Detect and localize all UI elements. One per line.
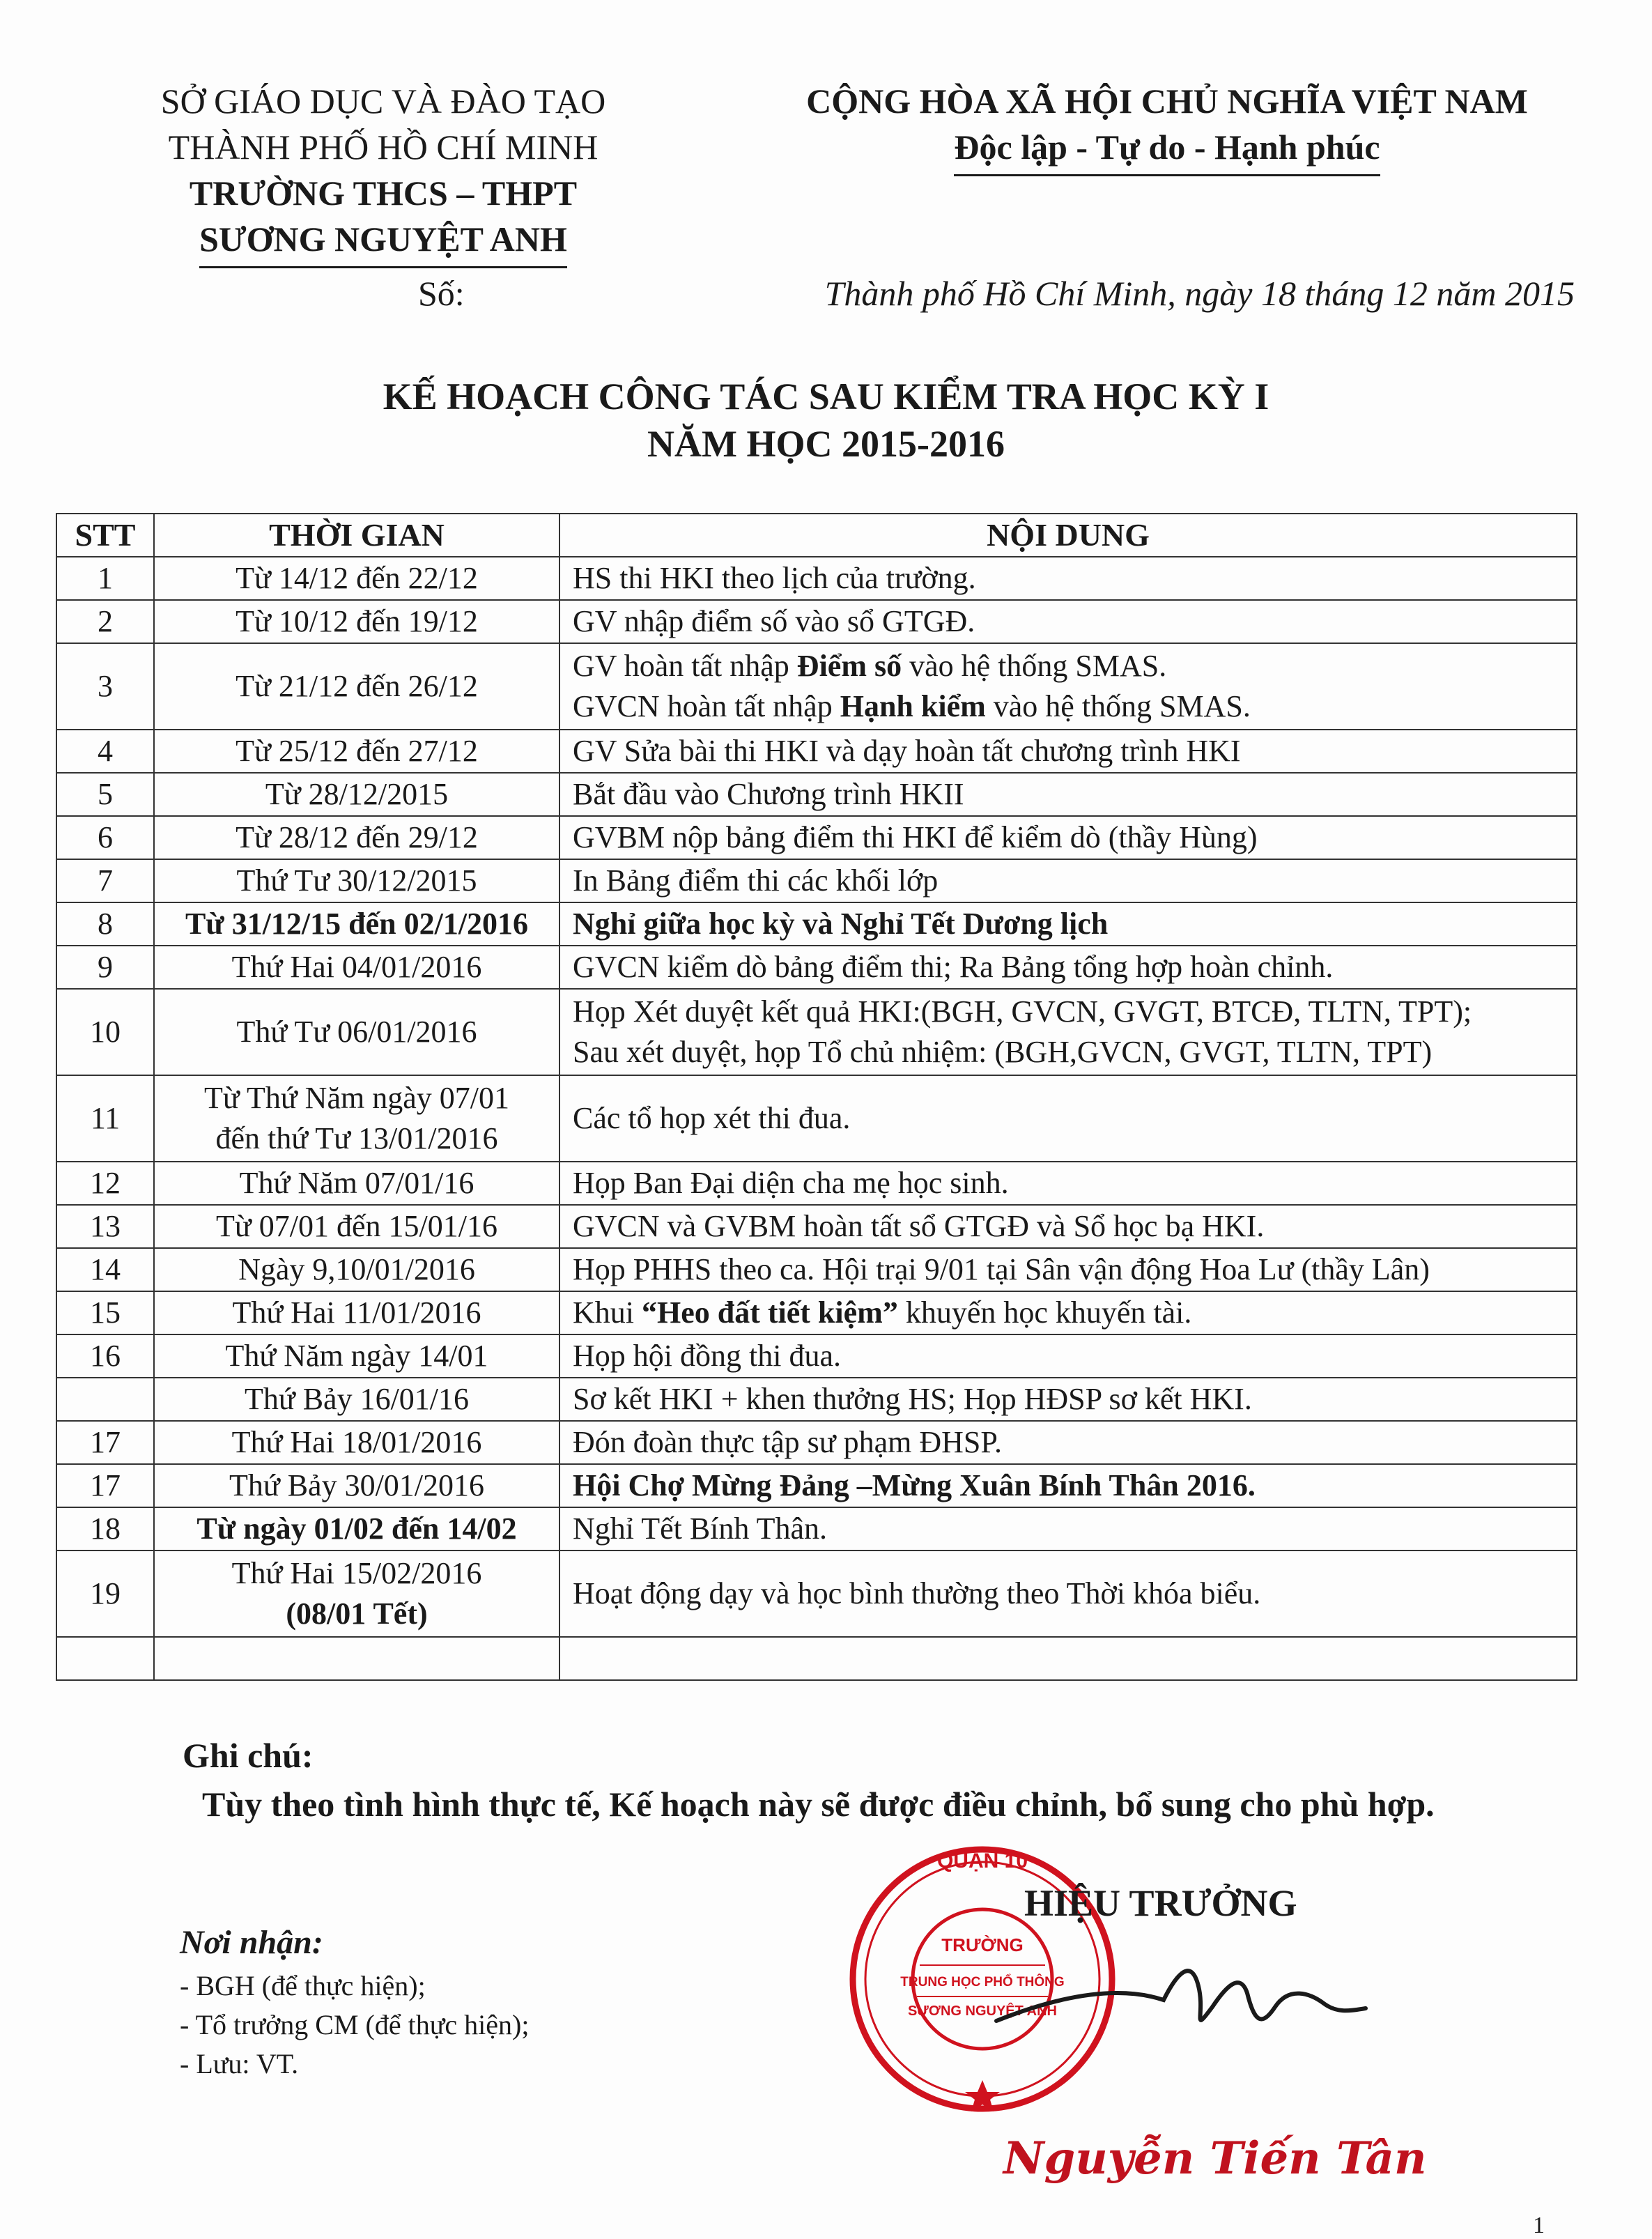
- row-stt: 19: [56, 1551, 154, 1637]
- table-row: [56, 600, 1577, 643]
- row-content: [559, 1248, 1577, 1291]
- content-segment: Hội Chợ Mừng Đảng –Mừng Xuân Bính Thân 2016.: [573, 1468, 1256, 1502]
- row-time-line: Từ Thứ Năm ngày 07/01: [204, 1081, 509, 1115]
- row-content: [559, 730, 1577, 773]
- content-segment: Nghỉ Tết Bính Thân.: [573, 1511, 828, 1546]
- content-segment: Họp Ban Đại diện cha mẹ học sinh.: [573, 1166, 1009, 1200]
- row-content-line: [573, 992, 1564, 1032]
- content-segment: HS thi HKI theo lịch của trường.: [573, 561, 976, 595]
- issuer-department: SỞ GIÁO DỤC VÀ ĐÀO TẠO: [160, 82, 606, 121]
- row-content: [559, 1464, 1577, 1507]
- row-content: [559, 773, 1577, 816]
- row-content-line: [573, 1379, 1564, 1419]
- row-content: [559, 989, 1577, 1075]
- content-segment: GVBM nộp bảng điểm thi HKI để kiểm dò (thầy Hùng): [573, 820, 1258, 854]
- content-segment: Khui: [573, 1295, 642, 1330]
- row-stt: 13: [56, 1205, 154, 1248]
- content-segment: GVCN và GVBM hoàn tất sổ GTGĐ và Sổ học bạ HKI.: [573, 1209, 1265, 1243]
- row-time: [154, 859, 559, 902]
- table-row: [56, 643, 1577, 730]
- header-stt: STT: [56, 514, 154, 557]
- row-time-line: Thứ Bảy 16/01/16: [244, 1382, 470, 1416]
- content-segment: Sau xét duyệt, họp Tổ chủ nhiệm: (BGH,GVCN, GVGT, TLTN, TPT): [573, 1035, 1433, 1069]
- row-stt: 15: [56, 1291, 154, 1334]
- row-time-line: Thứ Tư 06/01/2016: [236, 1015, 477, 1049]
- row-time-line: Từ 25/12 đến 27/12: [236, 734, 478, 768]
- table-row: [56, 1464, 1577, 1507]
- table-row: [56, 1075, 1577, 1162]
- note-text: Tùy theo tình hình thực tế, Kế hoạch này sẽ được điều chỉnh, bổ sung cho phù hợp.: [202, 1785, 1435, 1824]
- svg-text:QUẬN 10: QUẬN 10: [936, 1849, 1028, 1872]
- row-time: [154, 773, 559, 816]
- row-stt: 8: [56, 902, 154, 946]
- row-content-line: [573, 817, 1564, 858]
- date-line: Thành phố Hồ Chí Minh, ngày 18 tháng 12 năm 2015: [824, 274, 1575, 313]
- document-subtitle: NĂM HỌC 2015-2016: [647, 423, 1005, 465]
- principal-title: HIỆU TRƯỞNG: [1024, 1882, 1297, 1924]
- row-time: [154, 1248, 559, 1291]
- content-segment: Sơ kết HKI + khen thưởng HS; Họp HĐSP sơ kết HKI.: [573, 1382, 1252, 1416]
- content-segment: GV nhập điểm số vào sổ GTGĐ.: [573, 604, 975, 638]
- row-time-line: Thứ Bảy 30/01/2016: [229, 1468, 485, 1502]
- table-row: [56, 1507, 1577, 1551]
- row-content: [559, 859, 1577, 902]
- row-stt: 5: [56, 773, 154, 816]
- row-content-line: [573, 774, 1564, 815]
- table-row: [56, 557, 1577, 600]
- row-time: [154, 1421, 559, 1464]
- row-stt: 14: [56, 1248, 154, 1291]
- row-time-line: đến thứ Tư 13/01/2016: [215, 1121, 498, 1155]
- table-row: [56, 1378, 1577, 1421]
- row-stt: 9: [56, 946, 154, 989]
- row-time: [154, 1637, 559, 1680]
- national-motto-block: [759, 78, 1575, 176]
- content-segment: GVCN hoàn tất nhập: [573, 689, 840, 723]
- row-time: [154, 1334, 559, 1378]
- svg-text:TRUNG HỌC PHỔ THÔNG: TRUNG HỌC PHỔ THÔNG: [900, 1975, 1065, 1990]
- row-time: [154, 557, 559, 600]
- row-content-line: [573, 861, 1564, 901]
- plan-table: [56, 513, 1577, 1681]
- recipient-item: - Lưu: VT.: [180, 2048, 299, 2079]
- content-segment: Các tổ họp xét thi đua.: [573, 1101, 851, 1135]
- table-row: [56, 989, 1577, 1075]
- row-time-line: Từ 28/12/2015: [265, 777, 449, 811]
- row-content: [559, 643, 1577, 730]
- row-content: [559, 1551, 1577, 1637]
- table-row: [56, 1421, 1577, 1464]
- row-content: [559, 1378, 1577, 1421]
- row-time-line: Thứ Hai 04/01/2016: [231, 950, 482, 984]
- row-content: [559, 1334, 1577, 1378]
- table-row: [56, 730, 1577, 773]
- table-row: [56, 1205, 1577, 1248]
- row-content-line: [573, 646, 1564, 686]
- row-content-line: [573, 1163, 1564, 1203]
- row-content-line: [573, 1574, 1564, 1614]
- row-stt: 16: [56, 1334, 154, 1378]
- content-segment: In Bảng điểm thi các khối lớp: [573, 863, 939, 898]
- row-content-line: [573, 558, 1564, 599]
- document-title: KẾ HOẠCH CÔNG TÁC SAU KIỂM TRA HỌC KỲ I: [383, 376, 1269, 417]
- country-name: CỘNG HÒA XÃ HỘI CHỦ NGHĨA VIỆT NAM: [806, 82, 1528, 121]
- row-content: [559, 1637, 1577, 1680]
- row-stt: 12: [56, 1162, 154, 1205]
- row-stt: 17: [56, 1421, 154, 1464]
- row-content: [559, 1291, 1577, 1334]
- row-time: [154, 1464, 559, 1507]
- row-time: [154, 643, 559, 730]
- row-time: [154, 1291, 559, 1334]
- content-segment: Hạnh kiểm: [840, 689, 986, 723]
- row-time-line: Từ 31/12/15 đến 02/1/2016: [185, 907, 529, 941]
- motto: Độc lập - Tự do - Hạnh phúc: [954, 124, 1380, 176]
- row-content-line: [573, 731, 1564, 771]
- row-content-line: [573, 1509, 1564, 1549]
- row-content-line: [573, 1465, 1564, 1506]
- table-row: [56, 902, 1577, 946]
- row-content: [559, 946, 1577, 989]
- row-time-line: Từ 10/12 đến 19/12: [236, 604, 478, 638]
- row-content: [559, 1507, 1577, 1551]
- row-content-line: [573, 1249, 1564, 1290]
- row-time-line: Thứ Tư 30/12/2015: [236, 863, 477, 898]
- row-content-line: [573, 601, 1564, 642]
- table-header-row: [56, 514, 1577, 557]
- row-content-line: [573, 1336, 1564, 1376]
- row-content-line: [573, 1422, 1564, 1463]
- row-stt: 2: [56, 600, 154, 643]
- row-time: [154, 1162, 559, 1205]
- row-content: [559, 1162, 1577, 1205]
- row-time: [154, 816, 559, 859]
- issuer-school-name: SƯƠNG NGUYỆT ANH: [199, 216, 567, 268]
- content-segment: GVCN kiểm dò bảng điểm thi; Ra Bảng tổng hợp hoàn chỉnh.: [573, 950, 1334, 984]
- row-content: [559, 816, 1577, 859]
- row-stt: 6: [56, 816, 154, 859]
- row-content: [559, 1075, 1577, 1162]
- row-stt: 18: [56, 1507, 154, 1551]
- row-time: [154, 600, 559, 643]
- signature-mark: [982, 1944, 1373, 2056]
- content-segment: Họp hội đồng thi đua.: [573, 1339, 841, 1373]
- content-segment: Họp Xét duyệt kết quả HKI:(BGH, GVCN, GVGT, BTCĐ, TLTN, TPT);: [573, 994, 1472, 1029]
- row-time-line: Thứ Năm ngày 14/01: [225, 1339, 488, 1373]
- row-time-line: Từ 14/12 đến 22/12: [236, 561, 478, 595]
- row-time: [154, 989, 559, 1075]
- row-time: [154, 1205, 559, 1248]
- row-time: [154, 902, 559, 946]
- row-content: [559, 557, 1577, 600]
- row-time: [154, 1551, 559, 1637]
- row-stt: 10: [56, 989, 154, 1075]
- table-row: [56, 1551, 1577, 1637]
- row-content-line: [573, 1032, 1564, 1072]
- principal-name: Nguyễn Tiến Tân: [1003, 2132, 1427, 2185]
- row-content-line: [573, 1293, 1564, 1333]
- table-row: [56, 859, 1577, 902]
- row-time-line: Thứ Hai 18/01/2016: [231, 1425, 482, 1459]
- row-stt: [56, 1637, 154, 1680]
- row-content-line: [573, 947, 1564, 987]
- row-content: [559, 600, 1577, 643]
- issuer-block: [160, 78, 606, 268]
- content-segment: Hoạt động dạy và học bình thường theo Thời khóa biểu.: [573, 1576, 1261, 1610]
- row-time: [154, 1075, 559, 1162]
- recipients-list: [180, 1967, 529, 2084]
- page-number: 1: [1533, 2213, 1545, 2238]
- issuer-city: THÀNH PHỐ HỒ CHÍ MINH: [168, 128, 599, 167]
- row-content: [559, 1421, 1577, 1464]
- table-row: [56, 816, 1577, 859]
- row-time: [154, 946, 559, 989]
- row-stt: [56, 1378, 154, 1421]
- row-time: [154, 730, 559, 773]
- row-time: [154, 1507, 559, 1551]
- row-time: [154, 1378, 559, 1421]
- row-time-line: Từ ngày 01/02 đến 14/02: [196, 1511, 517, 1546]
- row-time-line: Thứ Hai 11/01/2016: [232, 1295, 481, 1330]
- row-content-line: [573, 1206, 1564, 1247]
- content-segment: “Heo đất tiết kiệm”: [642, 1295, 898, 1330]
- row-stt: 17: [56, 1464, 154, 1507]
- row-stt: 1: [56, 557, 154, 600]
- row-stt: 4: [56, 730, 154, 773]
- content-segment: Điểm số: [796, 649, 902, 683]
- document-number-label: Số:: [418, 274, 465, 313]
- content-segment: Đón đoàn thực tập sư phạm ĐHSP.: [573, 1425, 1002, 1459]
- row-stt: 3: [56, 643, 154, 730]
- row-content-line: [573, 686, 1564, 727]
- issuer-school-type: TRƯỜNG THCS – THPT: [189, 174, 578, 213]
- row-time-line: Thứ Năm 07/01/16: [239, 1166, 474, 1200]
- row-time-line: Ngày 9,10/01/2016: [238, 1252, 475, 1286]
- row-content: [559, 1205, 1577, 1248]
- header-content: NỘI DUNG: [559, 514, 1577, 557]
- row-time-line: Từ 21/12 đến 26/12: [236, 669, 478, 703]
- row-content-line: [573, 904, 1564, 944]
- table-body: [56, 557, 1577, 1680]
- row-time-line: Từ 28/12 đến 29/12: [236, 820, 478, 854]
- recipient-item: - BGH (để thực hiện);: [180, 1970, 426, 2001]
- recipient-item: - Tổ trưởng CM (để thực hiện);: [180, 2009, 530, 2040]
- note-title: Ghi chú:: [183, 1736, 314, 1775]
- content-segment: GV hoàn tất nhập: [573, 649, 797, 683]
- row-time-line: Thứ Hai 15/02/2016: [231, 1556, 482, 1590]
- content-segment: GV Sửa bài thi HKI và dạy hoàn tất chương trình HKI: [573, 734, 1241, 768]
- table-row: [56, 1291, 1577, 1334]
- content-segment: Bắt đầu vào Chương trình HKII: [573, 777, 964, 811]
- table-row: [56, 1637, 1577, 1680]
- table-row: [56, 773, 1577, 816]
- content-segment: Họp PHHS theo ca. Hội trại 9/01 tại Sân vận động Hoa Lư (thầy Lân): [573, 1252, 1430, 1286]
- row-time-line: (08/01 Tết): [286, 1596, 428, 1631]
- content-segment: vào hệ thống SMAS.: [902, 649, 1167, 683]
- content-segment: Nghỉ giữa học kỳ và Nghỉ Tết Dương lịch: [573, 907, 1109, 941]
- recipients-title: Nơi nhận:: [180, 1924, 323, 1961]
- content-segment: vào hệ thống SMAS.: [985, 689, 1251, 723]
- svg-text:SƯƠNG NGUYỆT ANH: SƯƠNG NGUYỆT ANH: [907, 2003, 1058, 2019]
- svg-text:TRƯỜNG: TRƯỜNG: [941, 1934, 1024, 1955]
- table-row: [56, 1334, 1577, 1378]
- row-stt: 7: [56, 859, 154, 902]
- content-segment: khuyến học khuyến tài.: [897, 1295, 1192, 1330]
- table-row: [56, 1248, 1577, 1291]
- table-row: [56, 946, 1577, 989]
- row-stt: 11: [56, 1075, 154, 1162]
- row-content-line: [573, 1098, 1564, 1139]
- row-content: [559, 902, 1577, 946]
- table-row: [56, 1162, 1577, 1205]
- row-time-line: Từ 07/01 đến 15/01/16: [216, 1209, 497, 1243]
- header-time: THỜI GIAN: [154, 514, 559, 557]
